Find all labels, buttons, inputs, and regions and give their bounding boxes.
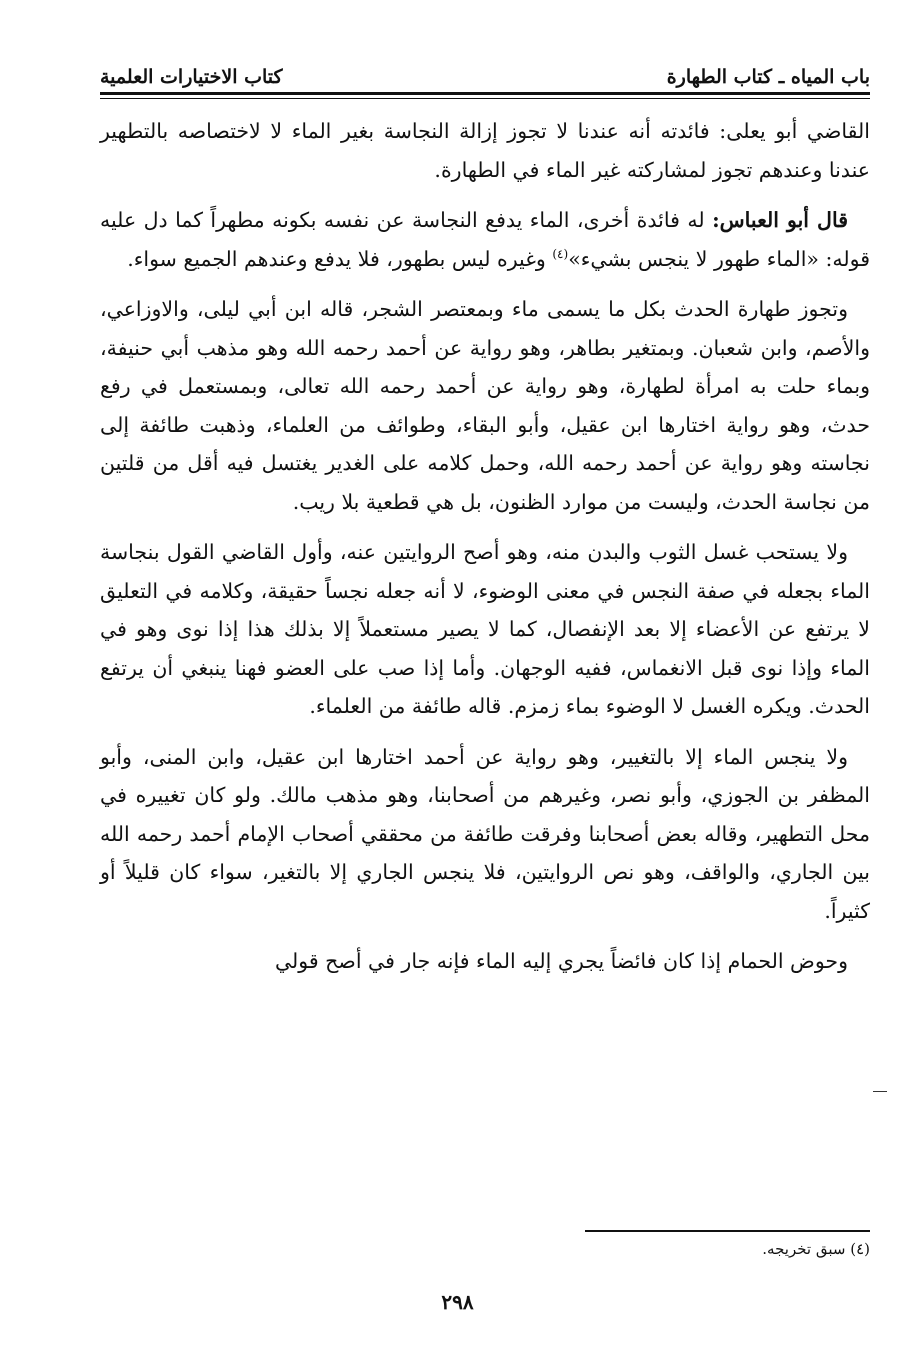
page-number: ٢٩٨ xyxy=(441,1290,474,1314)
paragraph-6: وحوض الحمام إذا كان فائضاً يجري إليه الماء فإنه جار في أصح قولي xyxy=(274,949,848,973)
paragraph-2-tail: وغيره ليس بطهور، فلا يدفع وعندهم الجميع سواء. xyxy=(127,246,553,271)
running-header xyxy=(100,56,870,88)
paragraph-2-text: له فائدة أخرى، الماء يدفع النجاسة عن نفسه بكونه مطهراً كما دل عليه قوله: «الماء طهور لا ينجس بشيء» xyxy=(100,208,870,271)
margin-mark xyxy=(873,1091,887,1092)
paragraph-3: وتجوز طهارة الحدث بكل ما يسمى ماء وبمعتصر الشجر، قاله ابن أبي ليلى، والاوزاعي، والأصم، وابن شعبان. وبمتغير بطاهر، وهو رواية عن أحمد رحمه الله وهو مذهب أبي حنيفة، وبماء حلت به امرأة لطهارة، وهو رواية عن أحمد رحمه الله تعالى، وبمستعمل في رفع حدث، وهو رواية اختارها ابن عقيل، وأبو البقاء، وطوائف من العلماء، وذهبت طائفة إلى نجاسته وهو رواية عن أحمد رحمه الله، وحمل كلامه على الغدير يغتسل فيه أقل من قلتين من نجاسة الحدث، وليست من موارد الظنون، بل هي قطعية بلا ريب. xyxy=(100,297,870,514)
footnote-reference[interactable]: (٤) xyxy=(552,246,569,261)
paragraph-1: القاضي أبو يعلى: فائدته أنه عندنا لا تجوز إزالة النجاسة بغير الماء لا لاختصاصه بالتطهير عندنا وعندهم تجوز لمشاركته غير الماء في الطهارة. xyxy=(100,119,870,182)
footnote: (٤) سبق تخريجه. xyxy=(762,1240,870,1258)
paragraph-4: ولا يستحب غسل الثوب والبدن منه، وهو أصح الروايتين عنه، وأول القاضي القول بنجاسة الماء بجعله في صفة النجس في معنى الوضوء، لا أنه جعله نجساً حقيقة، وكلامه في التعليق لا يرتفع عن الأعضاء إلا بعد الإنفصال، كما لا يصير مستعملاً إلا بذلك هذا إذا نوى وهو في الماء وإذا نوى قبل الانغماس، ففيه الوجهان. وأما إذا صب على العضو فهنا ينبغي أن يرتفع الحدث. ويكره الغسل لا الوضوء بماء زمزم. قاله طائفة من العلماء. xyxy=(100,540,870,718)
header-rule-thick xyxy=(100,92,870,95)
paragraph-2 xyxy=(100,201,870,278)
header-rule-thin xyxy=(100,98,870,99)
header-chapter-title: باب المياه ـ كتاب الطهارة xyxy=(666,66,870,88)
paragraph-5: ولا ينجس الماء إلا بالتغيير، وهو رواية عن أحمد اختارها ابن عقيل، وابن المنى، وأبو المظفر بن الجوزي، وأبو نصر، وغيرهم من أصحابنا، وهو مذهب مالك. ولو كان تغييره في محل التطهير، وقاله بعض أصحابنا وفرقت طائفة من محققي أصحاب الإمام أحمد رحمه الله بين الجاري، والواقف، وهو نص الروايتين، فلا ينجس الجاري إلا بالتغير، سواء كان قليلاً أو كثيراً. xyxy=(100,744,870,923)
main-text xyxy=(100,112,870,993)
footnote-rule xyxy=(585,1230,870,1232)
header-book-title: كتاب الاختيارات العلمية xyxy=(100,66,283,88)
speaker-name: قال أبو العباس: xyxy=(712,208,848,232)
